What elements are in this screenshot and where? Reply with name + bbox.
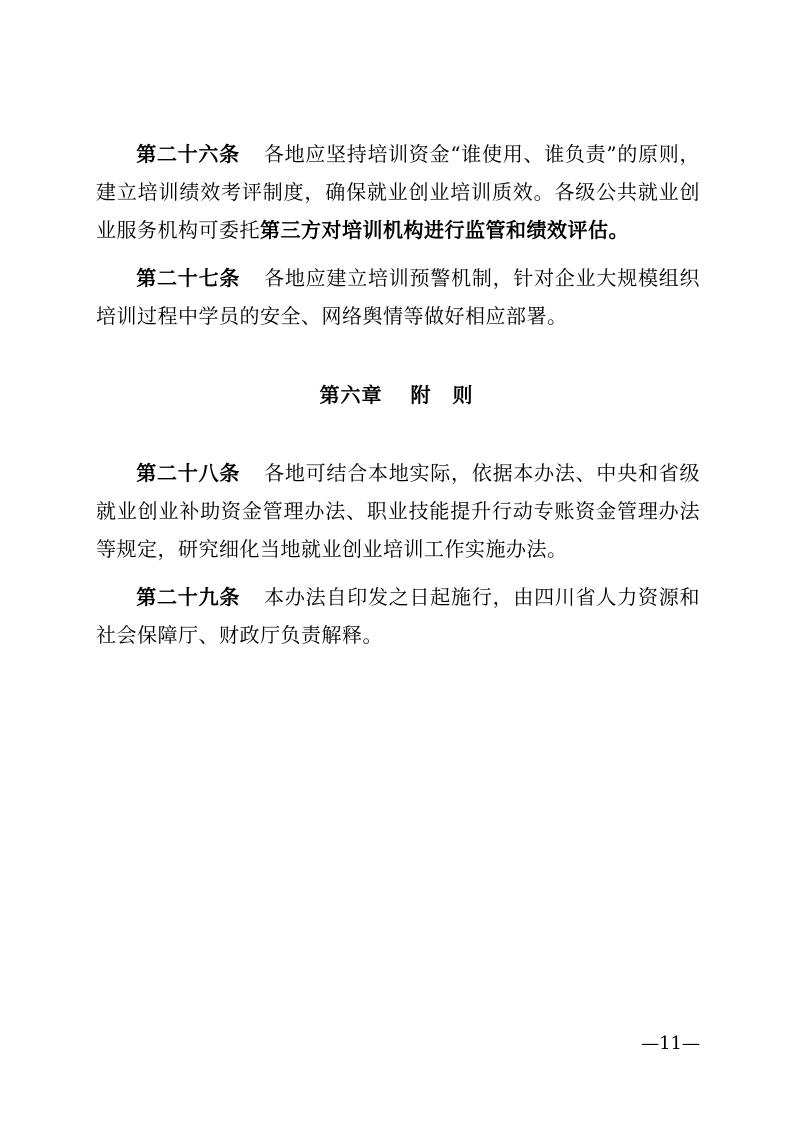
- article-29-label: 第二十九条: [136, 585, 241, 609]
- page-number: —11—: [641, 1033, 700, 1054]
- article-28-label: 第二十八条: [136, 461, 241, 485]
- article-27: [96, 259, 700, 335]
- article-28: [96, 454, 700, 568]
- chapter-number: 第六章: [319, 383, 383, 407]
- chapter-heading: [0, 380, 793, 410]
- article-27-label: 第二十七条: [136, 266, 241, 290]
- article-26-bold-text: 第三方对培训机构进行监管和绩效评估。: [260, 218, 629, 242]
- chapter-title: 附 则: [410, 383, 474, 407]
- article-26-text: 各地应坚持培训资金“谁使用、谁负责”的原则，建立培训绩效考评制度，确保就业创业培训质效。各级公共就业创业服务机构可委托: [96, 142, 700, 242]
- article-27-text: 各地应建立培训预警机制，针对企业大规模组织培训过程中学员的安全、网络舆情等做好相应部署。: [96, 266, 701, 328]
- article-28-text: 各地可结合本地实际，依据本办法、中央和省级就业创业补助资金管理办法、职业技能提升行动专账资金管理办法等规定，研究细化当地就业创业培训工作实施办法。: [96, 461, 701, 561]
- article-29-text: 本办法自印发之日起施行，由四川省人力资源和社会保障厅、财政厅负责解释。: [96, 585, 701, 647]
- article-26: [96, 135, 700, 249]
- article-29: [96, 578, 700, 654]
- article-26-label: 第二十六条: [136, 142, 240, 166]
